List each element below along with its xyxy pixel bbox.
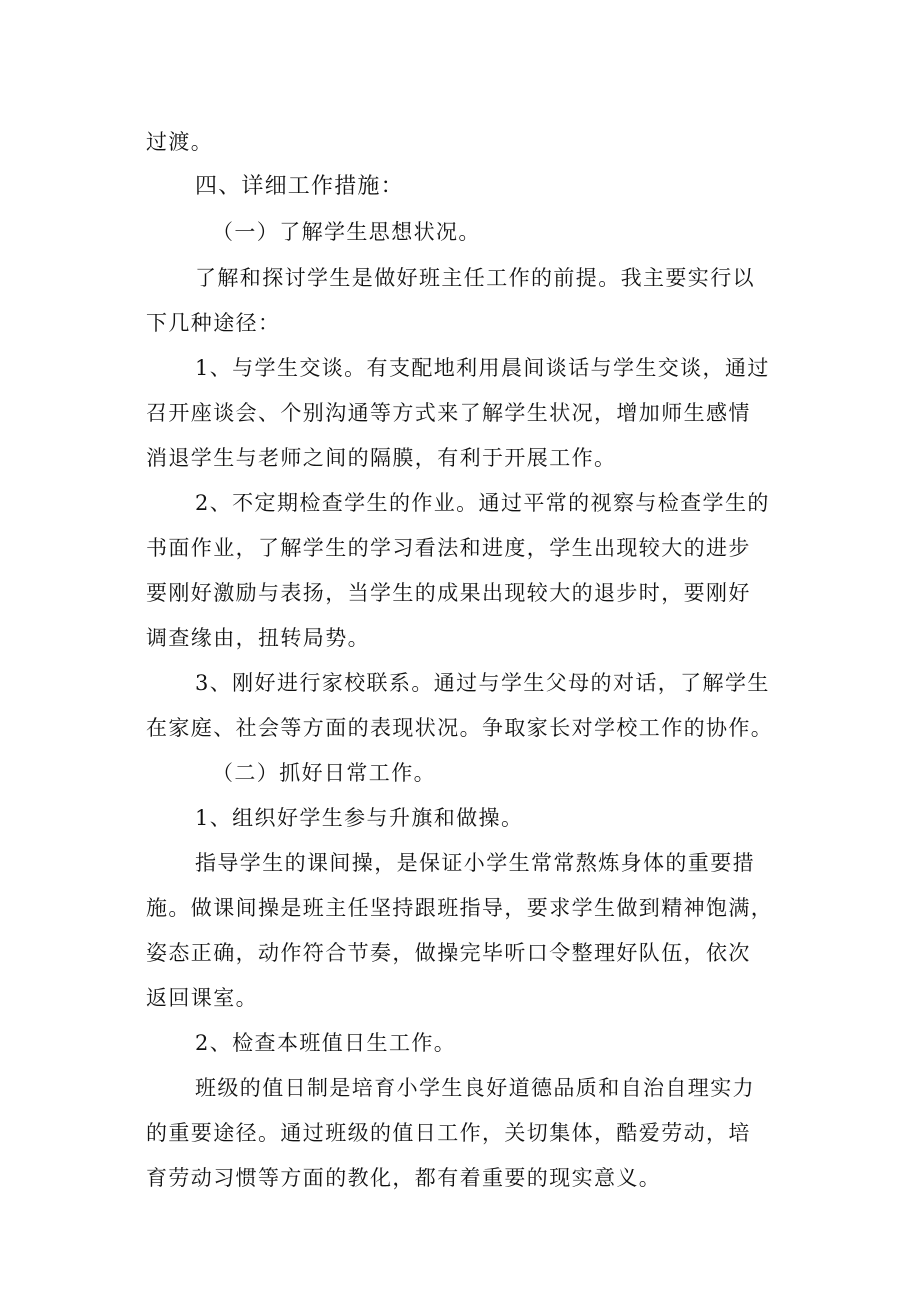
list-item-line: 1、组织好学生参与升旗和做操。 bbox=[195, 806, 524, 830]
list-item-line: 2、检查本班值日生工作。 bbox=[195, 1031, 457, 1055]
paragraph-line: 指导学生的课间操，是保证小学生常常熬炼身体的重要措 bbox=[195, 851, 755, 875]
paragraph-line: 了解和探讨学生是做好班主任工作的前提。我主要实行以 bbox=[195, 266, 755, 290]
list-item-line: 2、不定期检查学生的作业。通过平常的视察与检查学生的 bbox=[195, 491, 770, 515]
section-heading: 四、详细工作措施： bbox=[195, 174, 404, 199]
paragraph-line: 书面作业，了解学生的学习看法和进度，学生出现较大的进步 bbox=[146, 536, 751, 560]
paragraph-line: 班级的值日制是培育小学生良好道德品质和自治自理实力 bbox=[195, 1076, 755, 1100]
paragraph-line: 要刚好激励与表扬，当学生的成果出现较大的退步时，要刚好 bbox=[146, 581, 751, 605]
paragraph-line: 育劳动习惯等方面的教化，都有着重要的现实意义。 bbox=[146, 1166, 662, 1190]
list-item-line: 1、与学生交谈。有支配地利用晨间谈话与学生交谈，通过 bbox=[195, 356, 770, 380]
paragraph-line: 召开座谈会、个别沟通等方式来了解学生状况，增加师生感情 bbox=[146, 401, 751, 425]
paragraph-line: 施。做课间操是班主任坚持跟班指导，要求学生做到精神饱满， bbox=[146, 896, 774, 920]
subsection-heading: （一）了解学生思想状况。 bbox=[212, 220, 481, 244]
paragraph-line: 的重要途径。通过班级的值日工作，关切集体，酷爱劳动，培 bbox=[146, 1121, 751, 1145]
paragraph-line: 消退学生与老师之间的隔膜，有利于开展工作。 bbox=[146, 446, 617, 470]
subsection-heading: （二）抓好日常工作。 bbox=[212, 761, 436, 785]
paragraph-line: 姿态正确，动作符合节奏，做操完毕听口令整理好队伍，依次 bbox=[146, 941, 751, 965]
paragraph-line: 调查缘由，扭转局势。 bbox=[146, 626, 370, 650]
paragraph-line: 在家庭、社会等方面的表现状况。争取家长对学校工作的协作。 bbox=[146, 716, 774, 740]
paragraph-line: 返回课室。 bbox=[146, 986, 258, 1010]
list-item-line: 3、刚好进行家校联系。通过与学生父母的对话，了解学生 bbox=[195, 671, 770, 695]
paragraph-line: 下几种途径： bbox=[146, 311, 281, 335]
paragraph-line: 过渡。 bbox=[146, 130, 214, 154]
